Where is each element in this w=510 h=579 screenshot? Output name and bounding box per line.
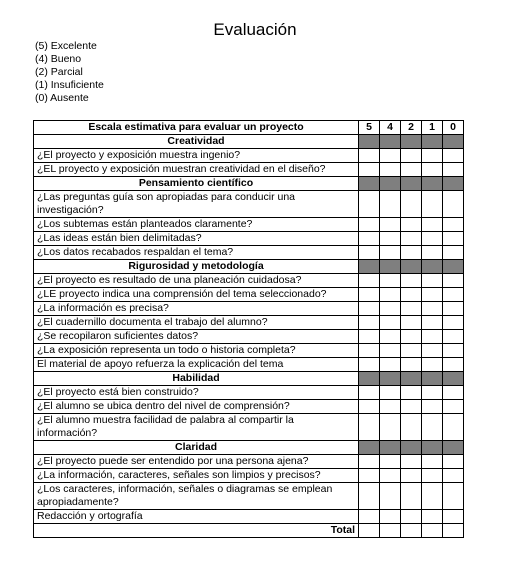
score-cell[interactable]	[380, 358, 401, 372]
section-shaded-cell	[359, 441, 380, 455]
section-shaded-cell	[443, 177, 464, 191]
table-header-row	[34, 121, 464, 135]
question-text: ¿El proyecto es resultado de una planeación cuidadosa?	[34, 274, 359, 288]
score-cell[interactable]	[443, 246, 464, 260]
total-row	[34, 524, 464, 538]
score-cell[interactable]	[401, 191, 422, 218]
evaluation-table	[33, 120, 464, 538]
table-row	[34, 302, 464, 316]
score-cell[interactable]	[401, 302, 422, 316]
score-cell[interactable]	[401, 163, 422, 177]
total-label: Total	[34, 524, 359, 538]
table-row	[34, 149, 464, 163]
score-legend	[35, 40, 104, 105]
score-cell[interactable]	[422, 316, 443, 330]
question-text: ¿El alumno muestra facilidad de palabra al compartir la información?	[34, 414, 359, 441]
score-cell[interactable]	[380, 149, 401, 163]
table-row	[34, 191, 464, 218]
question-text: ¿La información, caracteres, señales son limpios y precisos?	[34, 469, 359, 483]
table-row	[34, 400, 464, 414]
score-cell[interactable]	[422, 386, 443, 400]
score-cell[interactable]	[380, 455, 401, 469]
score-cell[interactable]	[443, 469, 464, 483]
score-cell[interactable]	[422, 483, 443, 510]
section-shaded-cell	[380, 372, 401, 386]
score-cell[interactable]	[443, 302, 464, 316]
table-row	[34, 163, 464, 177]
section-shaded-cell	[443, 372, 464, 386]
question-text: ¿El alumno se ubica dentro del nivel de comprensión?	[34, 400, 359, 414]
score-header: 5	[359, 121, 380, 135]
question-text: ¿Los datos recabados respaldan el tema?	[34, 246, 359, 260]
score-cell[interactable]	[380, 163, 401, 177]
score-cell[interactable]	[401, 455, 422, 469]
section-shaded-cell	[380, 441, 401, 455]
score-cell[interactable]	[401, 218, 422, 232]
score-cell[interactable]	[401, 483, 422, 510]
score-cell[interactable]	[443, 344, 464, 358]
legend-item: (4) Bueno	[35, 53, 82, 65]
section-title: Claridad	[34, 441, 359, 455]
score-cell[interactable]	[443, 316, 464, 330]
table-row	[34, 455, 464, 469]
section-shaded-cell	[359, 135, 380, 149]
score-cell[interactable]	[380, 400, 401, 414]
score-cell[interactable]	[359, 274, 380, 288]
section-shaded-cell	[401, 260, 422, 274]
score-cell[interactable]	[401, 510, 422, 524]
score-cell[interactable]	[359, 316, 380, 330]
legend-item: (0) Ausente	[35, 92, 89, 104]
section-title: Rigurosidad y metodología	[34, 260, 359, 274]
total-score-cell[interactable]	[380, 524, 401, 538]
score-cell[interactable]	[359, 149, 380, 163]
question-text: ¿Se recopilaron suficientes datos?	[34, 330, 359, 344]
score-cell[interactable]	[359, 483, 380, 510]
section-shaded-cell	[422, 260, 443, 274]
score-cell[interactable]	[422, 455, 443, 469]
question-text: ¿Los caracteres, información, señales o diagramas se emplean apropiadamente?	[34, 483, 359, 510]
score-cell[interactable]	[359, 358, 380, 372]
score-cell[interactable]	[443, 274, 464, 288]
table-row	[34, 344, 464, 358]
score-cell[interactable]	[401, 358, 422, 372]
section-shaded-cell	[359, 177, 380, 191]
score-cell[interactable]	[380, 232, 401, 246]
score-cell[interactable]	[380, 344, 401, 358]
table-row	[34, 330, 464, 344]
score-cell[interactable]	[401, 274, 422, 288]
question-text: ¿Las ideas están bien delimitadas?	[34, 232, 359, 246]
section-shaded-cell	[359, 372, 380, 386]
score-cell[interactable]	[422, 274, 443, 288]
score-cell[interactable]	[443, 191, 464, 218]
section-shaded-cell	[422, 135, 443, 149]
score-cell[interactable]	[380, 274, 401, 288]
table-row	[34, 483, 464, 510]
score-cell[interactable]	[359, 163, 380, 177]
score-cell[interactable]	[401, 232, 422, 246]
score-cell[interactable]	[401, 149, 422, 163]
score-cell[interactable]	[359, 288, 380, 302]
score-cell[interactable]	[422, 163, 443, 177]
score-cell[interactable]	[359, 330, 380, 344]
score-cell[interactable]	[401, 316, 422, 330]
table-row	[34, 218, 464, 232]
score-cell[interactable]	[443, 510, 464, 524]
score-cell[interactable]	[401, 246, 422, 260]
score-cell[interactable]	[401, 330, 422, 344]
score-cell[interactable]	[359, 246, 380, 260]
score-cell[interactable]	[422, 149, 443, 163]
legend-item: (5) Excelente	[35, 40, 97, 52]
score-cell[interactable]	[422, 246, 443, 260]
score-cell[interactable]	[422, 288, 443, 302]
question-text: ¿La información es precisa?	[34, 302, 359, 316]
table-header: Escala estimativa para evaluar un proyecto	[34, 121, 359, 135]
total-score-cell[interactable]	[443, 524, 464, 538]
question-text: El material de apoyo refuerza la explicación del tema	[34, 358, 359, 372]
score-cell[interactable]	[422, 469, 443, 483]
score-cell[interactable]	[443, 288, 464, 302]
score-cell[interactable]	[380, 386, 401, 400]
section-shaded-cell	[380, 177, 401, 191]
section-shaded-cell	[359, 260, 380, 274]
score-cell[interactable]	[380, 246, 401, 260]
section-shaded-cell	[422, 441, 443, 455]
score-cell[interactable]	[443, 483, 464, 510]
total-score-cell[interactable]	[359, 524, 380, 538]
score-cell[interactable]	[380, 510, 401, 524]
score-cell[interactable]	[359, 218, 380, 232]
score-cell[interactable]	[359, 302, 380, 316]
question-text: ¿El proyecto y exposición muestra ingenio?	[34, 149, 359, 163]
section-shaded-cell	[401, 372, 422, 386]
score-cell[interactable]	[380, 218, 401, 232]
score-cell[interactable]	[380, 288, 401, 302]
total-score-cell[interactable]	[422, 524, 443, 538]
section-row	[34, 135, 464, 149]
question-text: ¿Las preguntas guía son apropiadas para conducir una investigación?	[34, 191, 359, 218]
section-row	[34, 260, 464, 274]
total-score-cell[interactable]	[401, 524, 422, 538]
section-shaded-cell	[401, 441, 422, 455]
score-cell[interactable]	[443, 232, 464, 246]
score-cell[interactable]	[380, 330, 401, 344]
score-cell[interactable]	[443, 358, 464, 372]
score-cell[interactable]	[380, 191, 401, 218]
score-cell[interactable]	[422, 358, 443, 372]
section-row	[34, 177, 464, 191]
score-cell[interactable]	[422, 302, 443, 316]
score-cell[interactable]	[443, 400, 464, 414]
table-row	[34, 358, 464, 372]
score-cell[interactable]	[401, 469, 422, 483]
section-shaded-cell	[443, 260, 464, 274]
score-header: 4	[380, 121, 401, 135]
section-shaded-cell	[443, 441, 464, 455]
section-shaded-cell	[443, 135, 464, 149]
score-cell[interactable]	[401, 344, 422, 358]
table-row	[34, 232, 464, 246]
score-cell[interactable]	[443, 455, 464, 469]
question-text: ¿El proyecto puede ser entendido por una persona ajena?	[34, 455, 359, 469]
page-title: Evaluación	[213, 20, 297, 39]
question-text: ¿El proyecto está bien construido?	[34, 386, 359, 400]
table-row	[34, 316, 464, 330]
score-cell[interactable]	[422, 400, 443, 414]
score-cell[interactable]	[443, 386, 464, 400]
score-cell[interactable]	[359, 232, 380, 246]
section-row	[34, 372, 464, 386]
score-header: 2	[401, 121, 422, 135]
score-cell[interactable]	[359, 191, 380, 218]
section-row	[34, 441, 464, 455]
section-shaded-cell	[422, 177, 443, 191]
table-body	[34, 135, 464, 538]
score-cell[interactable]	[380, 469, 401, 483]
score-cell[interactable]	[401, 386, 422, 400]
section-title: Creatividad	[34, 135, 359, 149]
table-row	[34, 274, 464, 288]
score-cell[interactable]	[401, 400, 422, 414]
legend-item: (1) Insuficiente	[35, 79, 104, 91]
score-cell[interactable]	[443, 149, 464, 163]
score-cell[interactable]	[380, 316, 401, 330]
section-shaded-cell	[401, 135, 422, 149]
question-text: ¿Los subtemas están planteados claramente?	[34, 218, 359, 232]
section-shaded-cell	[401, 177, 422, 191]
score-header: 0	[443, 121, 464, 135]
score-cell[interactable]	[359, 469, 380, 483]
score-cell[interactable]	[380, 414, 401, 441]
section-title: Habilidad	[34, 372, 359, 386]
score-cell[interactable]	[359, 455, 380, 469]
score-header: 1	[422, 121, 443, 135]
table-row	[34, 510, 464, 524]
score-cell[interactable]	[380, 483, 401, 510]
score-cell[interactable]	[422, 510, 443, 524]
score-cell[interactable]	[359, 386, 380, 400]
score-cell[interactable]	[359, 510, 380, 524]
score-cell[interactable]	[422, 232, 443, 246]
question-text: ¿La exposición representa un todo o historia completa?	[34, 344, 359, 358]
section-shaded-cell	[422, 372, 443, 386]
score-cell[interactable]	[422, 414, 443, 441]
score-cell[interactable]	[443, 163, 464, 177]
score-cell[interactable]	[359, 414, 380, 441]
score-cell[interactable]	[443, 414, 464, 441]
question-text: Redacción y ortografía	[34, 510, 359, 524]
score-cell[interactable]	[359, 400, 380, 414]
score-cell[interactable]	[422, 344, 443, 358]
score-cell[interactable]	[422, 218, 443, 232]
score-cell[interactable]	[380, 302, 401, 316]
score-cell[interactable]	[443, 218, 464, 232]
table-row	[34, 246, 464, 260]
section-shaded-cell	[380, 260, 401, 274]
question-text: ¿EL proyecto y exposición muestran creatividad en el diseño?	[34, 163, 359, 177]
table-row	[34, 386, 464, 400]
legend-item: (2) Parcial	[35, 66, 83, 78]
table-row	[34, 288, 464, 302]
score-cell[interactable]	[401, 414, 422, 441]
score-cell[interactable]	[422, 191, 443, 218]
question-text: ¿El cuadernillo documenta el trabajo del alumno?	[34, 316, 359, 330]
table-row	[34, 414, 464, 441]
score-cell[interactable]	[422, 330, 443, 344]
table-row	[34, 469, 464, 483]
score-cell[interactable]	[359, 344, 380, 358]
question-text: ¿LE proyecto indica una comprensión del tema seleccionado?	[34, 288, 359, 302]
score-cell[interactable]	[443, 330, 464, 344]
score-cell[interactable]	[401, 288, 422, 302]
section-shaded-cell	[380, 135, 401, 149]
section-title: Pensamiento científico	[34, 177, 359, 191]
